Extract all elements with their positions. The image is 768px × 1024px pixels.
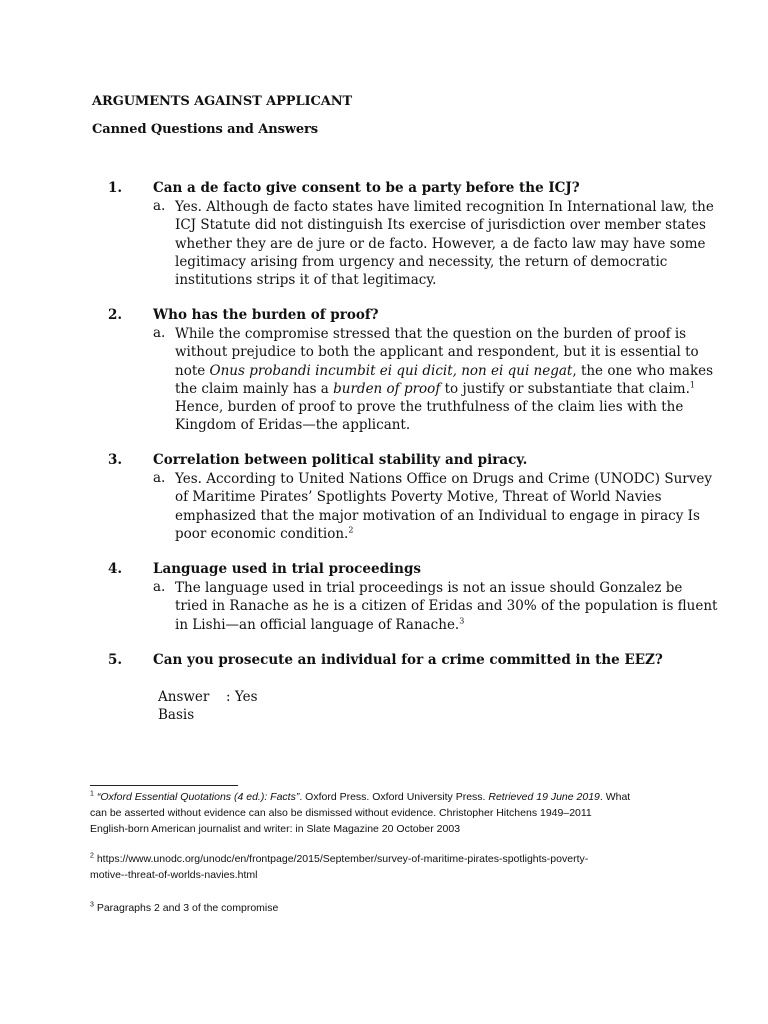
answer-basis-block bbox=[158, 688, 258, 724]
question-title: Can you prosecute an individual for a crime committed in the EEZ? bbox=[153, 652, 663, 668]
footnote-marker[interactable]: 3 bbox=[459, 616, 465, 626]
footnote-text: . Oxford Press. Oxford University Press. bbox=[299, 791, 489, 803]
footnote-marker[interactable]: 1 bbox=[689, 380, 695, 390]
footnote-number: 2 bbox=[90, 852, 94, 860]
footnote-text: Paragraphs 2 and 3 of the compromise bbox=[96, 902, 279, 914]
answer-line: tried in Ranache as he is a citizen of Eridas and 30% of the population is fluent bbox=[175, 598, 718, 615]
footnote-3 bbox=[90, 900, 690, 916]
question-number: 4. bbox=[108, 561, 123, 577]
answer-line: Yes. Although de facto states have limited recognition In International law, the bbox=[175, 199, 714, 215]
question-title: Language used in trial proceedings bbox=[153, 561, 422, 577]
answer-line: institutions strips it of that legitimacy. bbox=[175, 272, 437, 289]
answer-line: emphasized that the major motivation of an Individual to engage in piracy Is bbox=[175, 507, 700, 524]
answer-text bbox=[175, 579, 718, 634]
footnote-number: 3 bbox=[90, 901, 94, 909]
question-number: 3. bbox=[108, 452, 123, 468]
basis-row bbox=[158, 706, 258, 724]
answer-line: ICJ Statute did not distinguish Its exercise of jurisdiction over member states bbox=[175, 217, 706, 234]
answer-text-segment: note bbox=[175, 362, 210, 379]
footnote-retrieved: Retrieved 19 June 2019 bbox=[488, 791, 600, 803]
answer-line bbox=[175, 616, 695, 634]
question-title: Who has the burden of proof? bbox=[153, 307, 379, 323]
answer-text-segment: the claim mainly has a bbox=[175, 380, 334, 397]
footnote-2 bbox=[90, 851, 690, 883]
answer-text bbox=[175, 325, 714, 435]
answer-line: of Maritime Pirates’ Spotlights Poverty Motive, Threat of World Navies bbox=[175, 489, 662, 506]
answer-line bbox=[175, 362, 714, 380]
answer-letter: a. bbox=[153, 579, 166, 595]
answer-line bbox=[175, 380, 695, 398]
answer-label: Answer bbox=[158, 689, 210, 705]
footnote-marker[interactable]: 2 bbox=[348, 525, 354, 535]
answer-text-segment: to justify or substantiate that claim. bbox=[440, 380, 690, 397]
answer-text bbox=[175, 470, 713, 543]
answer-line: legitimacy arising from urgency and necessity, the return of democratic bbox=[175, 253, 668, 270]
emphasis-term: burden of proof bbox=[333, 380, 441, 397]
question-number: 5. bbox=[108, 652, 123, 668]
latin-maxim: Onus probandi incumbit ei qui dicit, non ei qui negat bbox=[209, 362, 573, 379]
footnote-separator bbox=[90, 785, 238, 786]
answer-line: The language used in trial proceedings is not an issue should Gonzalez be bbox=[175, 580, 683, 596]
footnote-line bbox=[90, 789, 690, 805]
answer-line: without prejudice to both the applicant and respondent, but it is essential to bbox=[175, 344, 699, 361]
answer-line: Kingdom of Eridas—the applicant. bbox=[175, 417, 411, 434]
answer-line: Yes. According to United Nations Office on Drugs and Crime (UNODC) Survey bbox=[175, 471, 713, 487]
answer-letter: a. bbox=[153, 470, 166, 486]
footnote-line: can be asserted without evidence can also be dismissed without evidence. Christopher Hitchens 1949–2011 bbox=[90, 807, 592, 819]
answer-letter: a. bbox=[153, 198, 166, 214]
question-title: Can a de facto give consent to be a party before the ICJ? bbox=[153, 180, 580, 196]
answer-value: : Yes bbox=[226, 689, 258, 705]
footnote-line bbox=[90, 900, 690, 916]
answer-line: whether they are de jure or de facto. However, a de facto law may have some bbox=[175, 235, 706, 252]
document-title: ARGUMENTS AGAINST APPLICANT bbox=[92, 94, 353, 109]
answer-text-segment: poor economic condition. bbox=[175, 525, 349, 542]
footnote-text: . What bbox=[599, 791, 631, 803]
answer-letter: a. bbox=[153, 325, 166, 341]
answer-text-segment: , the one who makes bbox=[572, 362, 714, 379]
footnote-line bbox=[90, 851, 690, 867]
footnote-url-continued[interactable]: motive--threat-of-worlds-navies.html bbox=[90, 869, 258, 881]
footnote-line: English-born American journalist and writer: in Slate Magazine 20 October 2003 bbox=[90, 823, 461, 835]
answer-line: Hence, burden of proof to prove the truthfulness of the claim lies with the bbox=[175, 399, 684, 416]
question-number: 2. bbox=[108, 307, 123, 323]
question-number: 1. bbox=[108, 180, 123, 196]
footnote-citation-title: “Oxford Essential Quotations (4 ed.): Facts” bbox=[96, 791, 300, 803]
basis-label: Basis bbox=[158, 707, 195, 723]
answer-row bbox=[158, 688, 258, 706]
footnote-url[interactable]: https://www.unodc.org/unodc/en/frontpage/2015/September/survey-of-maritime-pirates-spotlights-poverty- bbox=[96, 853, 589, 865]
document-subtitle: Canned Questions and Answers bbox=[92, 122, 319, 137]
footnote-1 bbox=[90, 789, 690, 837]
answer-text-segment: in Lishi—an official language of Ranache. bbox=[175, 616, 460, 633]
footnote-number: 1 bbox=[90, 790, 94, 798]
question-title: Correlation between political stability and piracy. bbox=[153, 452, 528, 468]
answer-text bbox=[175, 198, 714, 289]
answer-line bbox=[175, 525, 695, 543]
answer-line: While the compromise stressed that the question on the burden of proof is bbox=[175, 326, 687, 342]
